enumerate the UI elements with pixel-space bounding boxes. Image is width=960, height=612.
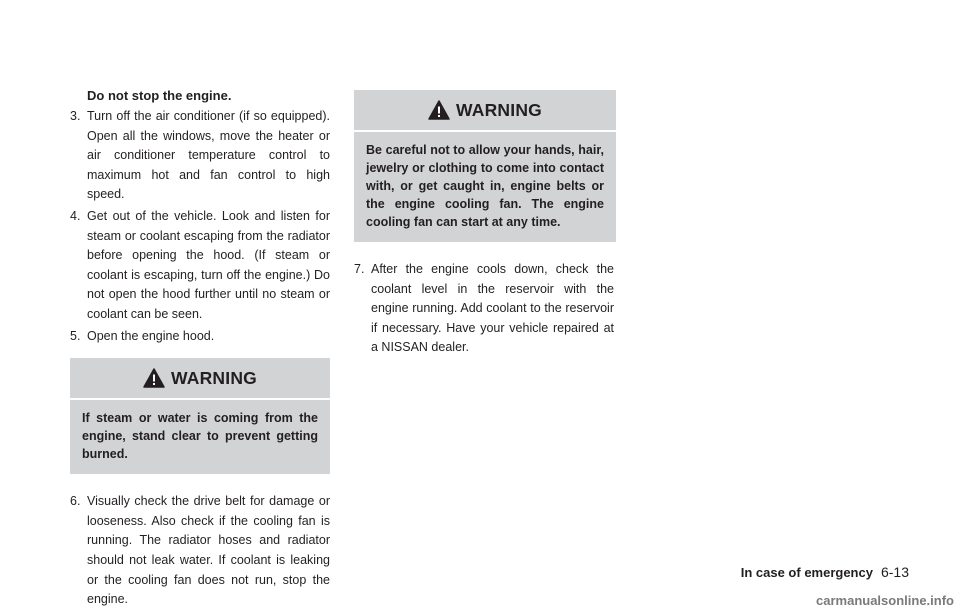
warning-header (70, 358, 330, 400)
lead-instruction: Do not stop the engine. (87, 88, 232, 103)
step-3 (70, 107, 330, 205)
page-footer (741, 564, 909, 580)
step-4 (70, 207, 330, 325)
warning-title: WARNING (456, 99, 542, 120)
page-number: 6-13 (880, 564, 909, 580)
step-number: 5. (70, 328, 81, 343)
step-number: 4. (70, 208, 81, 223)
step-text: After the engine cools down, check the coolant level in the reservoir with the engine running. Add coolant to the reservoir if necessary. Have your vehicle repaired at a NISSAN dealer. (371, 262, 614, 355)
warning-box-fan (354, 90, 616, 242)
step-text: Turn off the air conditioner (if so equipped). Open all the windows, move the heater or air conditioner temperature control to maximum hot and fan control to high speed. (87, 109, 330, 202)
warning-triangle-icon (143, 368, 165, 388)
step-7 (354, 260, 614, 358)
step-text: Visually check the drive belt for damage or looseness. Also check if the cooling fan is running. The radiator hoses and radiator should not leak water. If coolant is leaking or the cooling fan does not run, stop the engine. (87, 494, 330, 607)
left-column (70, 86, 330, 612)
watermark: carmanualsonline.info (816, 593, 954, 608)
warning-text: Be careful not to allow your hands, hair, jewelry or clothing to come into contact with, or get caught in, engine belts or the engine cooling fan. The engine cooling fan can start at any time. (366, 143, 604, 229)
section-title: In case of emergency (740, 565, 873, 580)
warning-text: If steam or water is coming from the engine, stand clear to prevent getting burned. (82, 411, 318, 462)
step-6 (70, 492, 330, 610)
step-number: 6. (70, 494, 81, 509)
step-number: 3. (70, 109, 81, 123)
warning-title: WARNING (171, 367, 257, 388)
warning-triangle-icon (428, 100, 450, 120)
step-text: Get out of the vehicle. Look and listen for steam or coolant escaping from the radiator before opening the hood. (If steam or coolant is escaping, turn off the engine.) Do not open the hood further until no steam or coolant can be seen. (87, 208, 330, 321)
step-text: Open the engine hood. (87, 328, 215, 343)
warning-header (354, 90, 616, 132)
step-number: 7. (354, 262, 365, 276)
warning-box-steam (70, 358, 330, 474)
right-column (354, 86, 614, 360)
step-5 (70, 327, 330, 347)
